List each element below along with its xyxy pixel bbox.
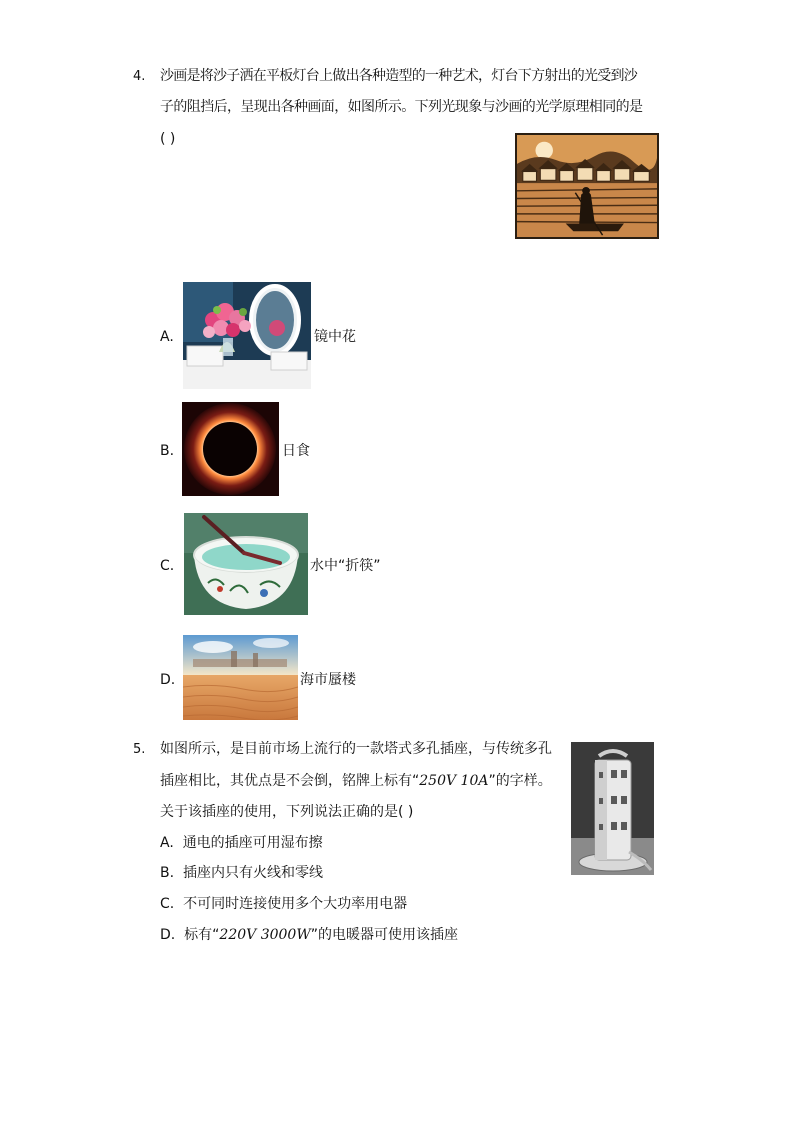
mirror-flowers-image [183,282,311,389]
bent-chopstick-image [184,513,308,615]
q5-option-d-text-post: ”的电暖器可使用该插座 [310,927,458,943]
q5-option-b [160,864,323,882]
heater-rating: 220V 3000W [219,927,311,943]
option-b-letter: B. [160,443,175,459]
option-a-letter: A. [160,329,174,345]
q5-option-b-text: 插座内只有火线和零线 [182,865,323,881]
q5-option-d [160,926,458,944]
solar-eclipse-image [182,402,279,496]
option-b-text: 日食 [282,443,310,459]
stem-line-2-tail: ”的字样。 [488,773,552,789]
option-c-text: 水中“折筷” [310,558,381,574]
question-5-number: 5. [133,742,146,757]
question-5-stem-line-3: 关于该插座的使用，下列说法正确的是( ) [160,804,414,820]
question-5-stem-line-2 [160,772,552,790]
q5-option-a-text: 通电的插座可用湿布擦 [182,835,323,851]
question-4-answer-blank: ( ) [160,131,176,147]
option-a-text: 镜中花 [314,329,356,345]
stem-line-2-text: 插座相比，其优点是不会倒，铭牌上标有“ [160,773,420,789]
q5-option-d-text-pre: 标有“ [184,927,220,943]
option-d-letter: D. [160,672,176,688]
option-d-text: 海市蜃楼 [300,672,356,688]
q5-option-a [160,834,323,852]
q5-option-c-letter: C. [160,896,175,912]
q5-option-d-letter: D. [160,927,176,943]
sand-art-image [515,133,659,239]
question-4-number: 4. [133,69,146,84]
q5-option-a-letter: A. [160,835,174,851]
mirage-image [183,635,298,720]
rating-label: 250V 10A [419,773,489,789]
q5-option-b-letter: B. [160,865,175,881]
question-4-stem-line-2: 子的阻挡后，呈现出各种画面，如图所示。下列光现象与沙画的光学原理相同的是 [160,99,643,115]
question-4-stem-line-1: 沙画是将沙子洒在平板灯台上做出各种造型的一种艺术，灯台下方射出的光受到沙 [160,68,637,84]
q5-option-c [160,895,407,913]
tower-socket-image [571,742,654,875]
question-5-stem-line-1: 如图所示，是目前市场上流行的一款塔式多孔插座，与传统多孔 [160,741,552,757]
option-c-letter: C. [160,558,175,574]
q5-option-c-text: 不可同时连接使用多个大功率用电器 [183,896,408,912]
